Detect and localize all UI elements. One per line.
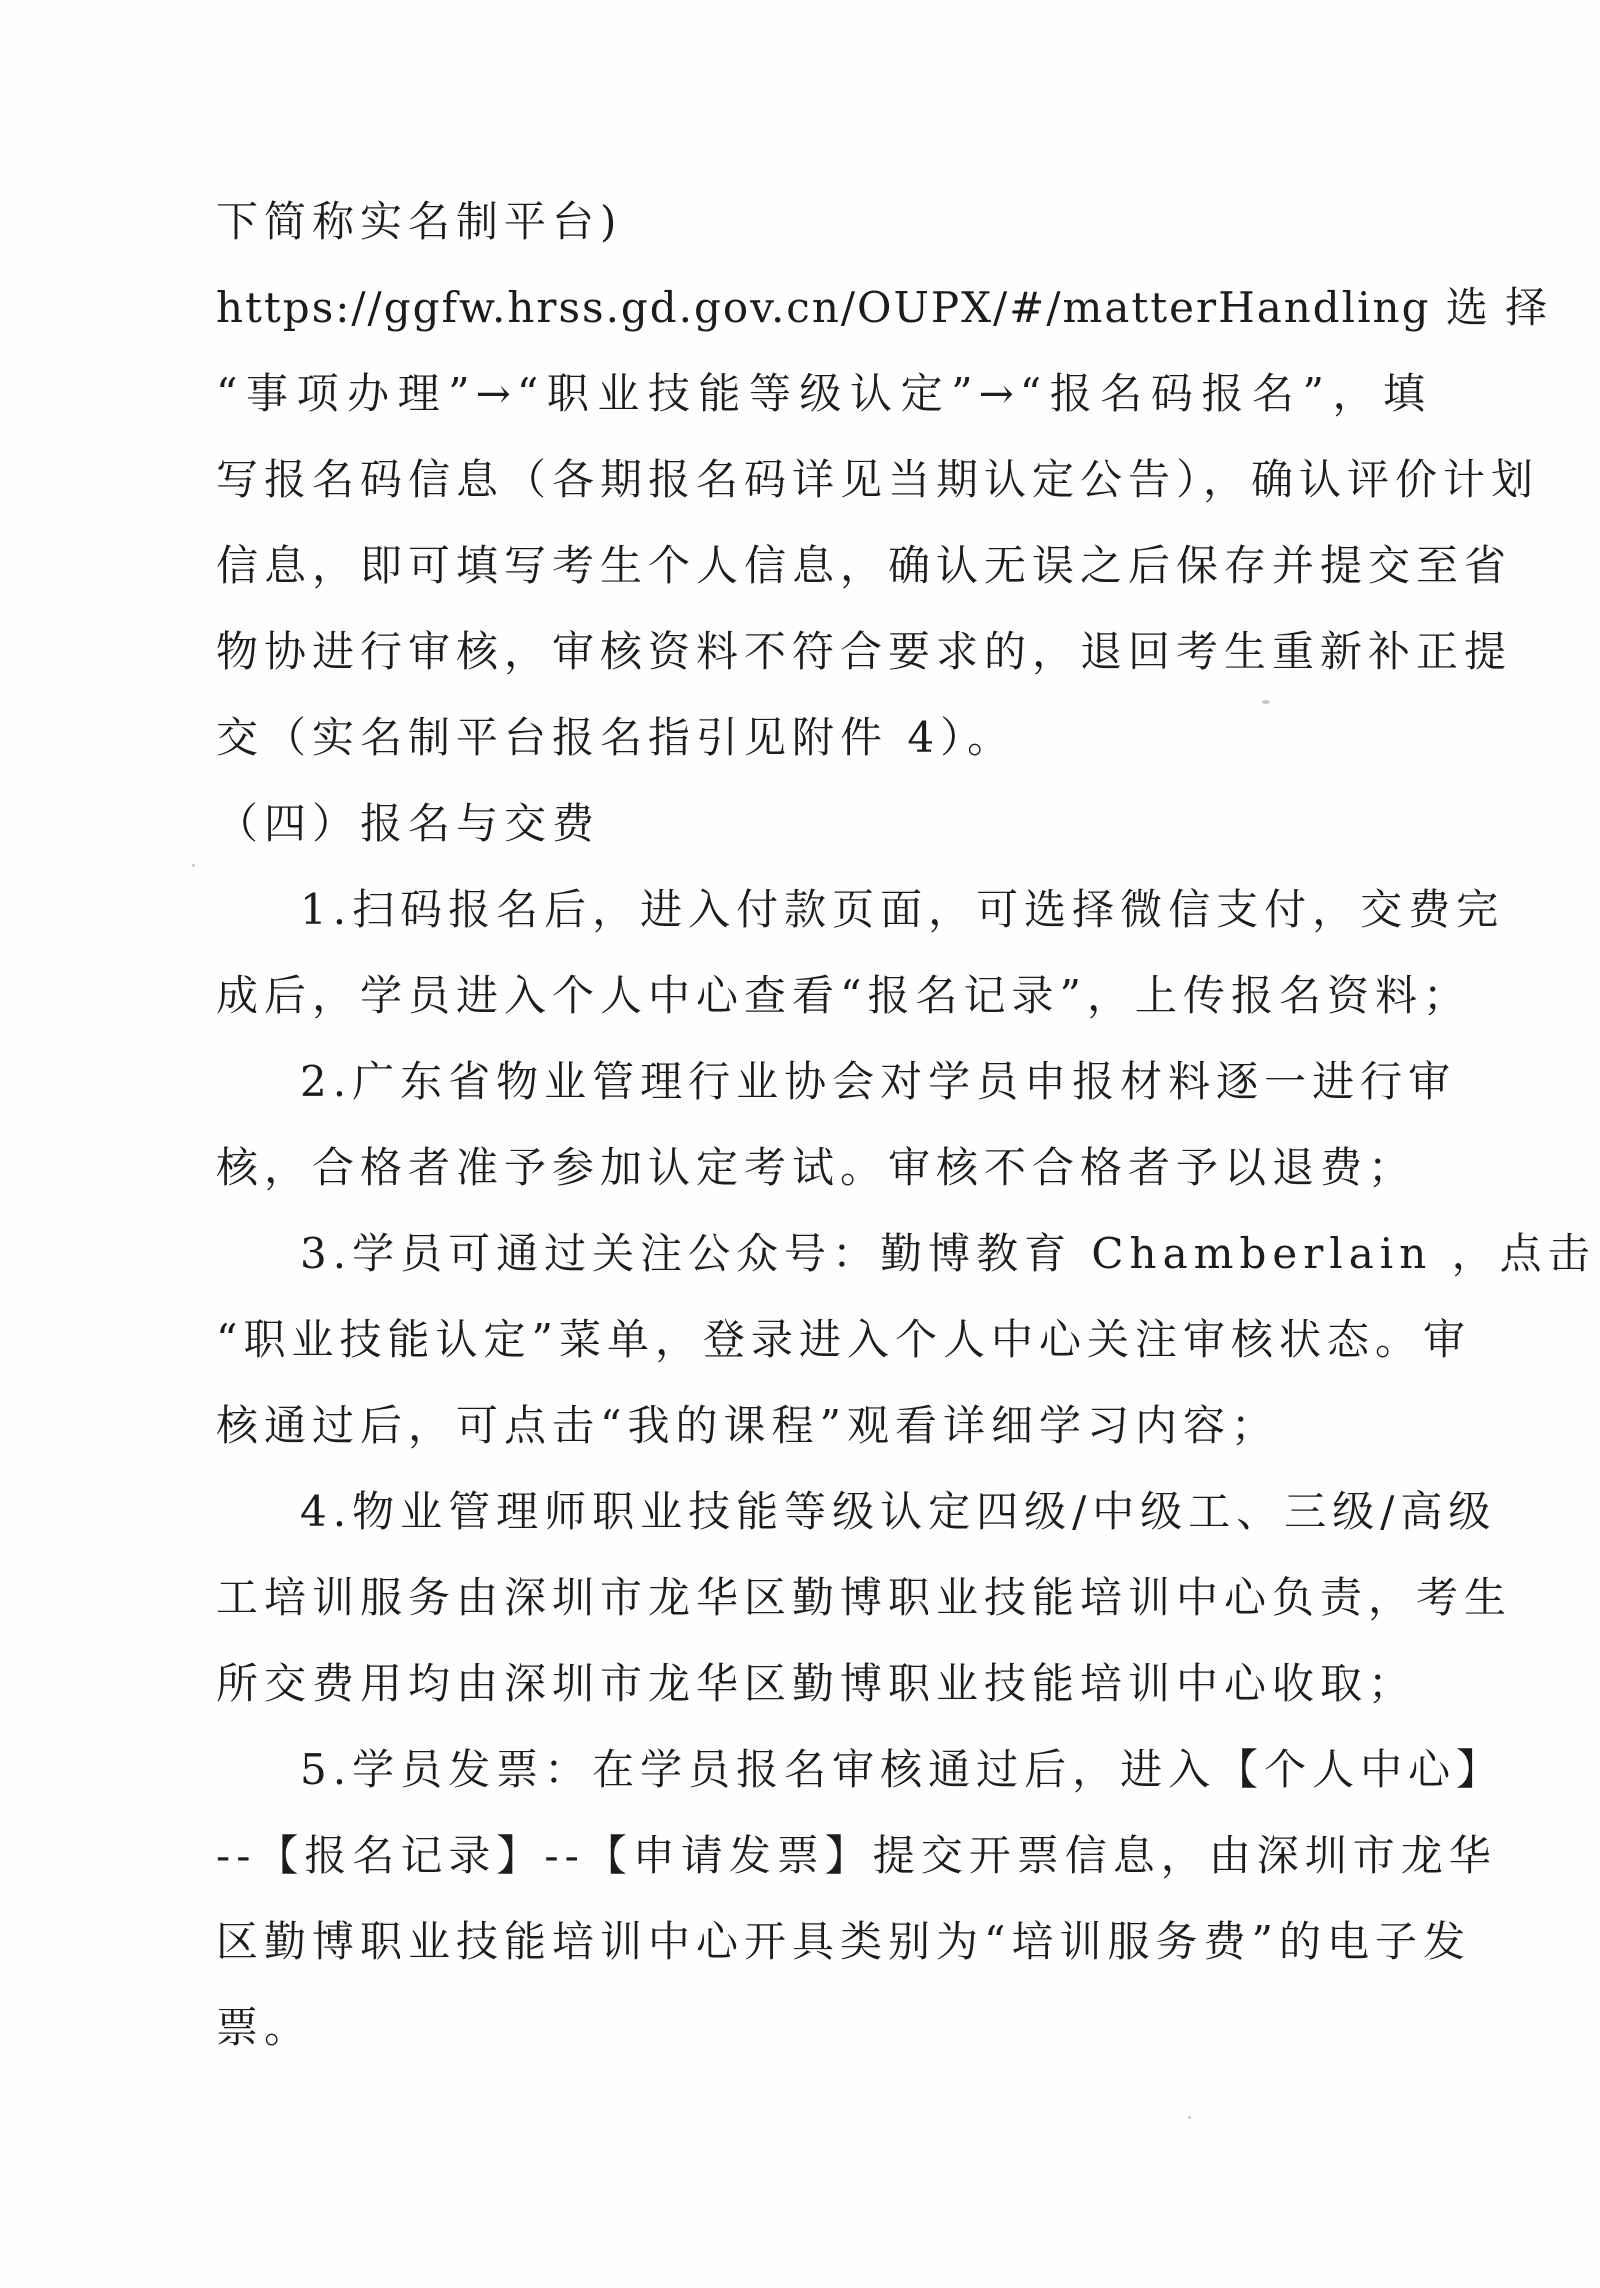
- text-line-6: 物协进行审核，审核资料不符合要求的，退回考生重新补正提: [216, 627, 1513, 676]
- text-line-3: “事项办理”→“职业技能等级认定”→“报名码报名”，填: [216, 369, 1431, 418]
- item-5-line-4: 票。: [216, 2003, 313, 2052]
- item-1-line-1: 1.扫码报名后，进入付款页面，可选择微信支付，交费完: [300, 885, 1505, 934]
- scan-speck: [1262, 700, 1270, 704]
- text-line-4: 写报名码信息（各期报名码详见当期认定公告），确认评价计划: [216, 455, 1540, 504]
- text-line-1: 下简称实名制平台): [216, 197, 623, 246]
- item-3-line-1: 3.学员可通过关注公众号：勤博教育 Chamberlain ，点击: [300, 1229, 1596, 1278]
- item-2-line-2: 核，合格者准予参加认定考试。审核不合格者予以退费；: [216, 1143, 1417, 1192]
- section-heading-4: （四）报名与交费: [216, 799, 601, 848]
- item-2-line-1: 2.广东省物业管理行业协会对学员申报材料逐一进行审: [300, 1057, 1457, 1106]
- scan-speck: [192, 864, 195, 867]
- text-line-5: 信息，即可填写考生个人信息，确认无误之后保存并提交至省: [216, 541, 1513, 590]
- item-3-line-3: 核通过后，可点击“我的课程”观看详细学习内容；: [216, 1401, 1279, 1450]
- item-4-line-2: 工培训服务由深圳市龙华区勤博职业技能培训中心负责，考生: [216, 1573, 1513, 1622]
- scan-speck: [1188, 2116, 1191, 2119]
- text-line-2-url: https://ggfw.hrss.gd.gov.cn/OUPX/#/matterHandling 选 择: [216, 283, 1550, 332]
- item-3-line-2: “职业技能认定”菜单，登录进入个人中心关注审核状态。审: [216, 1315, 1471, 1364]
- item-5-line-1: 5.学员发票：在学员报名审核通过后，进入【个人中心】: [300, 1745, 1505, 1794]
- item-5-line-3: 区勤博职业技能培训中心开具类别为“培训服务费”的电子发: [216, 1917, 1471, 1966]
- item-4-line-1: 4.物业管理师职业技能等级认定四级/中级工、三级/高级: [300, 1487, 1497, 1536]
- item-5-line-2: --【报名记录】--【申请发票】提交开票信息，由深圳市龙华: [216, 1831, 1497, 1880]
- item-4-line-3: 所交费用均由深圳市龙华区勤博职业技能培训中心收取；: [216, 1659, 1417, 1708]
- item-1-line-2: 成后，学员进入个人中心查看“报名记录”，上传报名资料；: [216, 971, 1471, 1020]
- text-line-7: 交（实名制平台报名指引见附件 4）。: [216, 713, 1016, 762]
